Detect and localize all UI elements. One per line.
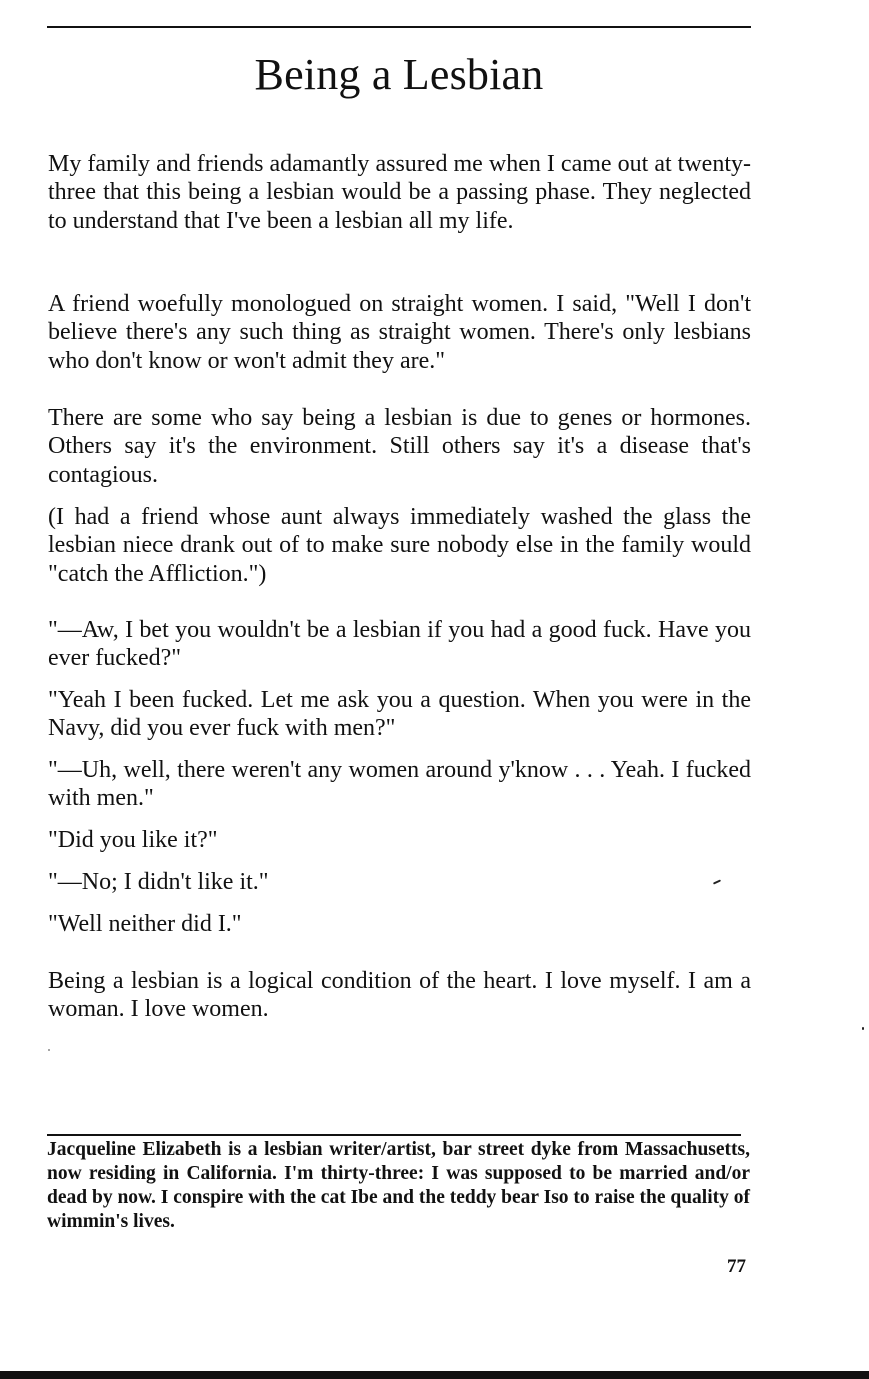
page-title: Being a Lesbian [254,50,544,99]
author-name: Jacqueline Elizabeth [47,1139,222,1160]
paragraph-text: "Well neither did I." [48,911,242,937]
paragraph-text: A friend woefully monologued on straight women. I said, "Well I don't believe there's any such thing as straight women. There's only lesbians who don't know or won't admit they are." [48,291,751,374]
author-bio [47,1138,750,1234]
paragraph-text: "—Uh, well, there weren't any women around y'know . . . Yeah. I fucked with men." [48,757,751,812]
top-rule [47,26,751,28]
paragraph-10 [48,910,751,938]
paragraph-5 [48,616,751,673]
paragraph-text: Being a lesbian is a logical condition of the heart. I love myself. I am a woman. I love women. [48,968,751,1023]
page-number: 77 [727,1256,746,1277]
paragraph-text: (I had a friend whose aunt always immediately washed the glass the lesbian niece drank out of to make sure nobody else in the family would "catch the Affliction.") [48,504,751,587]
scan-speck [48,1049,50,1051]
bio-rule [47,1134,741,1136]
paragraph-text: "Yeah I been fucked. Let me ask you a question. When you were in the Navy, did you ever fuck with men?" [48,687,751,742]
paragraph-text: "—No; I didn't like it." [48,869,269,895]
paragraph-1 [48,150,751,235]
paragraph-text: My family and friends adamantly assured me when I came out at twenty-three that this being a lesbian would be a passing phase. They neglected to understand that I've been a lesbian all my life. [48,151,751,234]
paragraph-2 [48,290,751,375]
paragraph-9 [48,868,751,896]
paragraph-text: There are some who say being a lesbian is due to genes or hormones. Others say it's the environment. Still others say it's a disease that's contagious. [48,405,751,488]
paragraph-3 [48,404,751,489]
scan-speck [862,1027,864,1030]
paragraph-11 [48,967,751,1024]
paragraph-text: "—Aw, I bet you wouldn't be a lesbian if you had a good fuck. Have you ever fucked?" [48,617,751,672]
paragraph-8 [48,826,751,854]
author-bio-text: is a lesbian writer/artist, bar street dyke from Massachusetts, now residing in California. I'm thirty-three: I was supposed to be married and/or dead by now. I conspire with the cat Ibe and the teddy bear Iso to raise the quality of wimmin's lives. [47,1139,750,1232]
scan-bottom-edge [0,1371,869,1379]
paragraph-4 [48,503,751,588]
paragraph-6 [48,686,751,743]
paragraph-7 [48,756,751,813]
paragraph-text: "Did you like it?" [48,827,218,853]
